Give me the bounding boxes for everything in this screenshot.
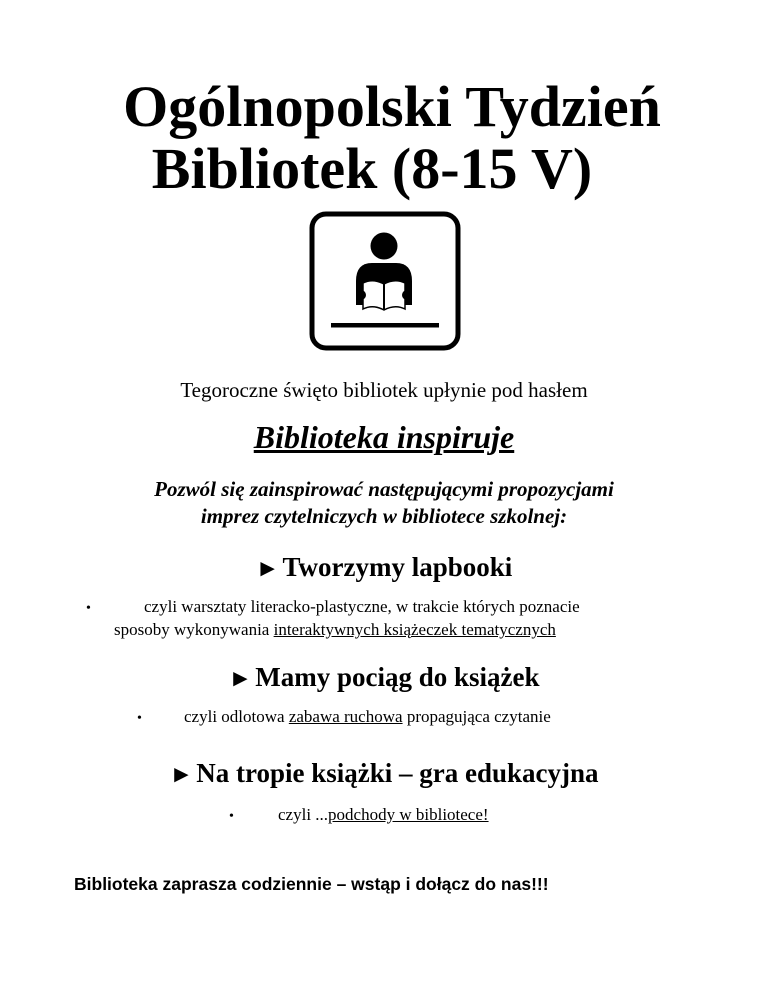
- arrow-right-icon: ►: [169, 762, 194, 788]
- bullet-icon: •: [137, 711, 142, 726]
- section-heading-text: Tworzymy lapbooki: [282, 552, 513, 582]
- section-2-link: zabawa ruchowa: [288, 707, 403, 726]
- arrow-right-icon: ►: [255, 556, 280, 582]
- section-heading-pociag: [0, 661, 768, 695]
- section-3-line: czyli ...podchody w bibliotece!: [278, 805, 489, 824]
- section-1-line-2: sposoby wykonywania interaktywnych książeczek tematycznych: [114, 620, 556, 639]
- section-3-link: podchody w bibliotece!: [328, 805, 489, 824]
- section-1-link: interaktywnych książeczek tematycznych: [273, 620, 556, 639]
- section-heading-tropie: [0, 757, 768, 791]
- arrow-right-icon: ►: [228, 666, 253, 692]
- section-2-line: czyli odlotowa zabawa ruchowa propagująca czytanie: [184, 707, 551, 726]
- section-heading-text: Mamy pociąg do książek: [255, 662, 540, 692]
- section-heading-lapbooki: [0, 551, 768, 585]
- bullet-icon: •: [86, 601, 91, 616]
- slogan: Biblioteka inspiruje: [253, 419, 515, 455]
- reading-person-icon: [309, 211, 461, 351]
- section-1-line-1: czyli warsztaty literacko-plastyczne, w trakcie których poznacie: [144, 597, 580, 616]
- invite-text: [0, 476, 768, 530]
- invite-line-2: imprez czytelniczych w bibliotece szkolnej:: [200, 504, 568, 528]
- page-title-line-2: Bibliotek (8-15 V): [151, 136, 593, 201]
- intro-text: Tegoroczne święto bibliotek upłynie pod hasłem: [180, 378, 588, 402]
- page-title-line-1: Ogólnopolski Tydzień: [123, 74, 661, 139]
- footer-text: Biblioteka zaprasza codziennie – wstąp i dołącz do nas!!!: [74, 874, 549, 894]
- invite-line-1: Pozwól się zainspirować następującymi propozycjami: [154, 477, 614, 501]
- section-heading-text: Na tropie książki – gra edukacyjna: [196, 758, 599, 788]
- bullet-icon: •: [229, 809, 234, 824]
